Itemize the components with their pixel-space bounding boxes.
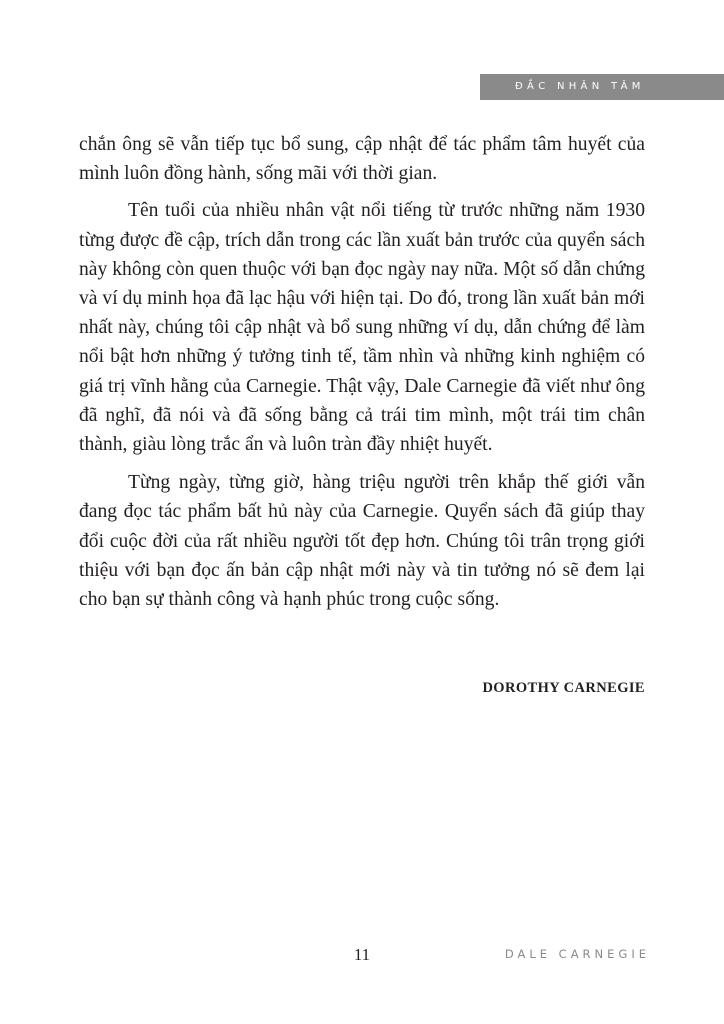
running-header [480,74,724,100]
footer-author: DALE CARNEGIE [504,947,650,961]
signature: DOROTHY CARNEGIE [482,680,645,696]
running-header-title: ĐẮC NHÂN TÂM [515,81,645,92]
paragraph-updated-edition: Tên tuổi của nhiều nhân vật nổi tiếng từ trước những năm 1930 từng được đề cập, trích dẫn trong các lần xuất bản trước của quyển sách này không còn quen thuộc với bạn đọc ngày nay nữa. Một số dẫn chứng và ví dụ minh họa đã lạc hậu với hiện tại. Do đó, trong lần xuất bản mới nhất này, chúng tôi cập nhật và bổ sung những ví dụ, dẫn chứng để làm nổi bật hơn những ý tưởng tinh tế, tầm nhìn và những kinh nghiệm có giá trị vĩnh hằng của Carnegie. Thật vậy, Dale Carnegie đã viết như ông đã nghĩ, đã nói và đã sống bằng cả trái tim mình, một trái tim chân thành, giàu lòng trắc ẩn và luôn tràn đầy nhiệt huyết. [79,200,645,456]
body-text [79,130,645,614]
page-number: 11 [353,945,371,964]
paragraph-readers-worldwide: Từng ngày, từng giờ, hàng triệu người trên khắp thế giới vẫn đang đọc tác phẩm bất hủ này của Carnegie. Quyển sách đã giúp thay đổi cuộc đời của rất nhiều người tốt đẹp hơn. Chúng tôi trân trọng giới thiệu với bạn đọc ấn bản cập nhật mới này và tin tưởng nó sẽ đem lại cho bạn sự thành công và hạnh phúc trong cuộc sống. [79,472,645,611]
paragraph-continuation: chắn ông sẽ vẫn tiếp tục bổ sung, cập nhật để tác phẩm tâm huyết của mình luôn đồng hành, sống mãi với thời gian. [79,134,645,185]
